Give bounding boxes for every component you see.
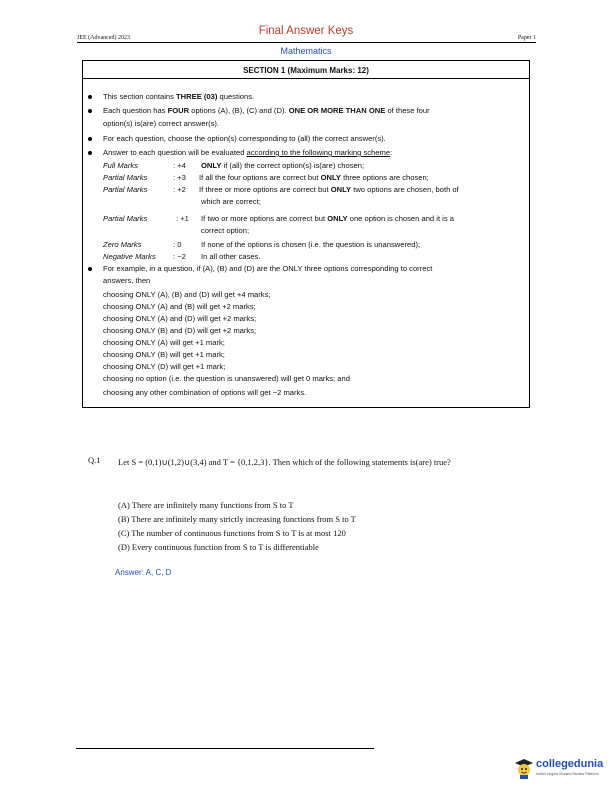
subject-title: Mathematics: [280, 46, 332, 56]
bullet-icon: [88, 267, 92, 271]
instruction-1: This section contains THREE (03) questions.: [103, 92, 255, 101]
option-d: (D) Every continuous function from S to T is differentiable: [118, 542, 319, 552]
question-number: Q.1: [88, 455, 101, 465]
section-title: SECTION 1 (Maximum Marks: 12): [243, 66, 369, 75]
page-title: Final Answer Keys: [258, 25, 354, 37]
partial-marks-2-label: Partial Marks: [103, 185, 148, 194]
example-line: choosing no option (i.e. the question is unanswered) will get 0 marks; and: [103, 374, 350, 383]
bullet-icon: [88, 137, 92, 141]
example-line: choosing ONLY (A) and (D) will get +2 marks;: [103, 314, 257, 323]
partial-marks-3-value: : +3: [173, 173, 186, 182]
question-text: Let S = (0,1)∪(1,2)∪(3,4) and T = {0,1,2,3}. Then which of the following statements is(are) true?: [118, 457, 451, 467]
full-marks-value: : +4: [173, 161, 186, 170]
option-b: (B) There are infinitely many strictly increasing functions from S to T: [118, 514, 356, 524]
exam-name: JEE (Advanced) 2023: [77, 35, 130, 41]
negative-marks-label: Negative Marks: [103, 252, 156, 261]
instruction-3: For each question, choose the option(s) corresponding to (all) the correct answer(s).: [103, 134, 386, 143]
option-c: (C) The number of continuous functions from S to T is at most 120: [118, 528, 346, 538]
partial-marks-1-text: If two or more options are correct but ONLY one option is chosen and it is a: [201, 214, 454, 223]
partial-marks-3-text: If all the four options are correct but ONLY three options are chosen;: [199, 173, 429, 182]
footer-divider: [76, 748, 374, 749]
example-line: choosing ONLY (B) and (D) will get +2 marks;: [103, 326, 257, 335]
partial-marks-3-label: Partial Marks: [103, 173, 148, 182]
zero-marks-value: : 0: [173, 240, 182, 249]
brand-tagline: India's largest Student Review Platform: [536, 772, 599, 776]
example-line: choosing ONLY (A), (B) and (D) will get +4 marks;: [103, 290, 271, 299]
partial-marks-1-cont: correct option;: [201, 226, 250, 235]
instruction-5-cont: answers, then: [103, 276, 151, 285]
instructions-box: [82, 60, 530, 408]
example-line: choosing ONLY (D) will get +1 mark;: [103, 362, 226, 371]
instruction-5: For example, in a question, if (A), (B) and (D) are the ONLY three options corresponding to correct: [103, 264, 433, 273]
full-marks-text: ONLY if (all) the correct option(s) is(are) chosen;: [201, 161, 365, 170]
graduate-mascot-icon: [514, 757, 534, 779]
bullet-icon: [88, 95, 92, 99]
negative-marks-text: In all other cases.: [201, 252, 261, 261]
example-line: choosing ONLY (A) and (B) will get +2 marks;: [103, 302, 256, 311]
section-divider: [83, 78, 529, 79]
paper-label: Paper 1: [517, 35, 536, 41]
example-line: choosing any other combination of options will get −2 marks.: [103, 388, 307, 397]
brand-name: collegedunia: [536, 758, 604, 770]
instruction-4: Answer to each question will be evaluated according to the following marking scheme:: [103, 148, 393, 157]
answer-text: Answer: A, C, D: [115, 568, 172, 577]
bullet-icon: [88, 151, 92, 155]
header-divider: [77, 42, 536, 43]
example-line: choosing ONLY (B) will get +1 mark;: [103, 350, 225, 359]
instruction-2-cont: option(s) is(are) correct answer(s).: [103, 119, 220, 128]
bullet-icon: [88, 109, 92, 113]
option-a: (A) There are infinitely many functions from S to T: [118, 500, 294, 510]
partial-marks-2-value: : +2: [173, 185, 186, 194]
brand-logo: [514, 755, 612, 783]
partial-marks-2-cont: which are correct;: [201, 197, 261, 206]
zero-marks-text: If none of the options is chosen (i.e. the question is unanswered);: [201, 240, 421, 249]
partial-marks-1-label: Partial Marks: [103, 214, 148, 223]
zero-marks-label: Zero Marks: [103, 240, 142, 249]
example-line: choosing ONLY (A) will get +1 mark;: [103, 338, 225, 347]
partial-marks-1-value: : +1: [176, 214, 189, 223]
negative-marks-value: : −2: [173, 252, 186, 261]
instruction-2: Each question has FOUR options (A), (B), (C) and (D). ONE OR MORE THAN ONE of these four: [103, 106, 430, 115]
partial-marks-2-text: If three or more options are correct but ONLY two options are chosen, both of: [199, 185, 459, 194]
full-marks-label: Full Marks: [103, 161, 139, 170]
